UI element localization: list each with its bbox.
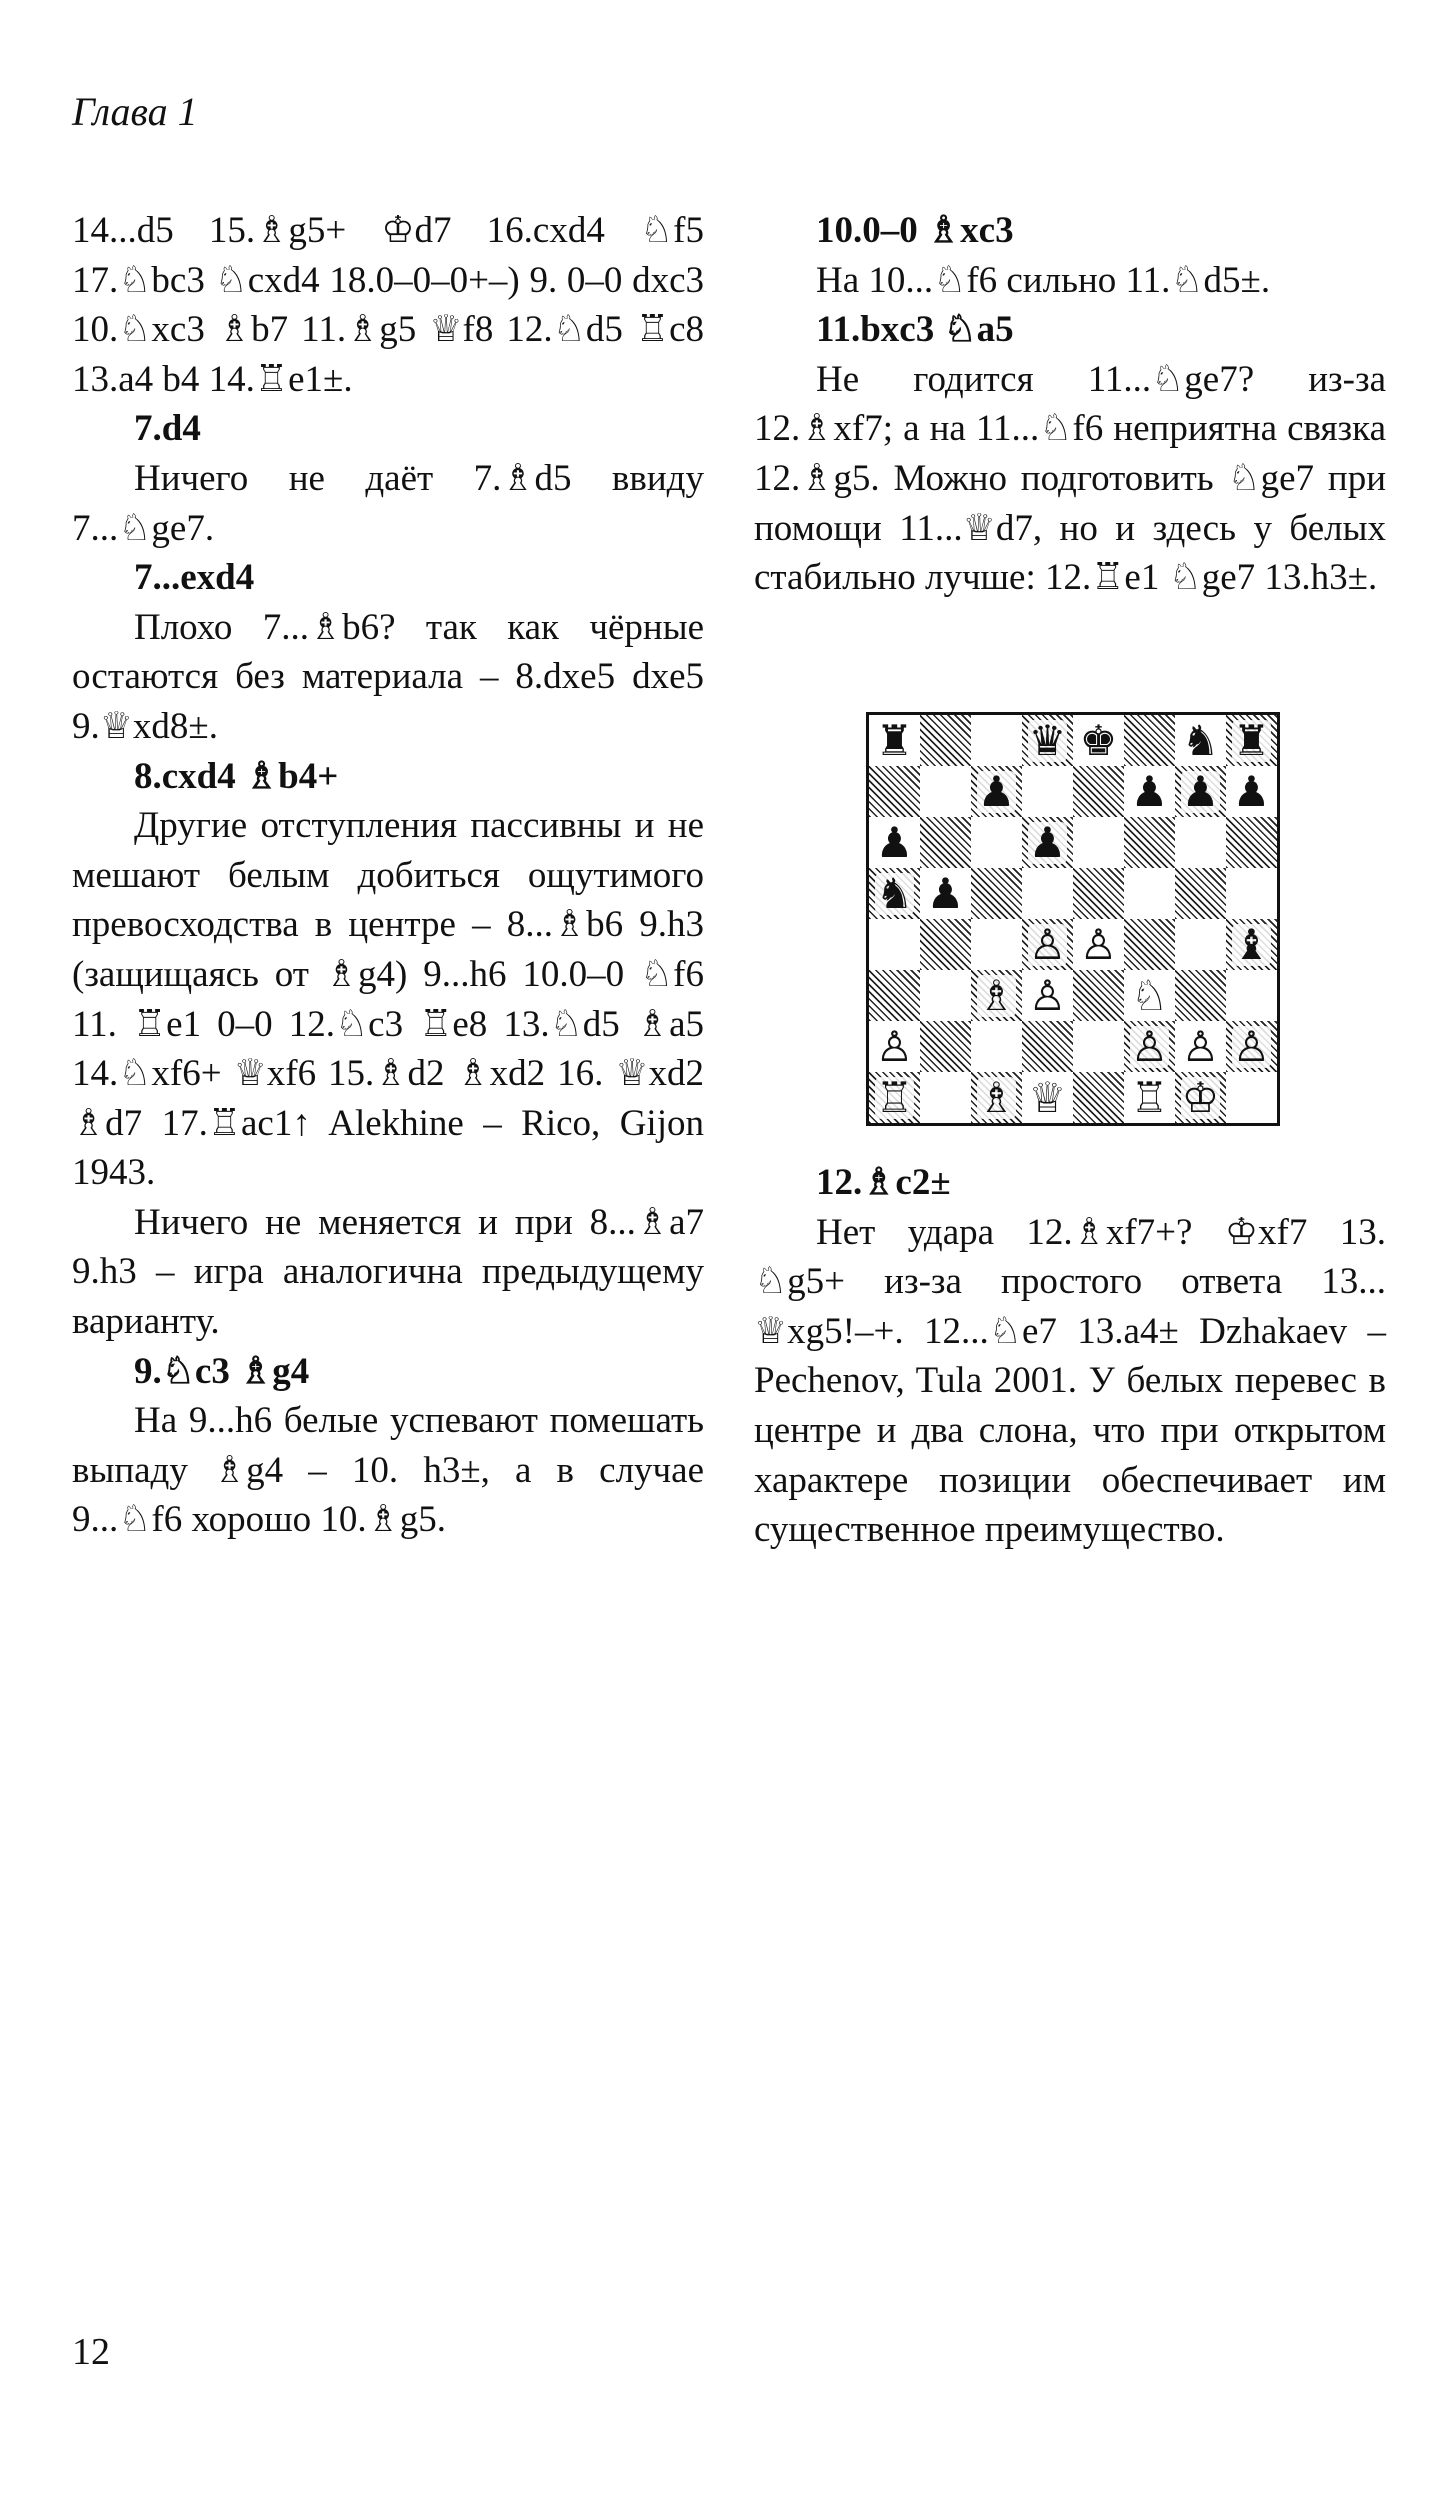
chess-diagram [866,712,1280,1126]
black-king-icon: ♚ [1079,715,1118,765]
square-d4 [1022,919,1073,970]
chapter-header: Глава 1 [72,89,198,134]
black-pawn-icon: ♟ [1130,766,1169,816]
square-f3 [1124,970,1175,1021]
black-rook-icon: ♜ [875,715,914,765]
square-f4 [1124,919,1175,970]
square-b2 [920,1021,971,1072]
square-e4 [1073,919,1124,970]
square-c1 [971,1072,1022,1123]
black-knight-icon: ♞ [875,868,914,918]
right-column-bottom [754,1158,1386,1555]
move-heading: 12.♗c2± [816,1162,951,1203]
square-e6 [1073,817,1124,868]
black-pawn-icon: ♟ [977,766,1016,816]
square-c3 [971,970,1022,1021]
square-g6 [1175,817,1226,868]
commentary-paragraph: 14...d5 15.♗g5+ ♔d7 16.cxd4 ♘f5 17.♘bc3 ♘cxd4 18.0–0–0+–) 9. 0–0 dxc3 10.♘xc3 ♗b7 11.♗g5 ♕f8 12.♘d5 ♖c8 13.a4 b4 14.♖e1±. [72,210,704,400]
white-pawn-icon: ♙ [1130,1021,1169,1071]
square-g7 [1175,766,1226,817]
left-column [72,206,704,1545]
right-column-top [754,206,1386,603]
move-heading: 7...exd4 [134,557,255,599]
square-f7 [1124,766,1175,817]
square-f8 [1124,715,1175,766]
square-e2 [1073,1021,1124,1072]
page-number: 12 [72,2331,110,2373]
square-f6 [1124,817,1175,868]
square-h8 [1226,715,1277,766]
square-h5 [1226,868,1277,919]
move-heading: 8.cxd4 ♗b4+ [134,755,339,797]
commentary-paragraph: На 9...h6 белые успевают помешать выпаду ♗g4 – 10. h3±, а в случае 9...♘f6 хорошо 10.♗g5. [72,1400,704,1541]
square-g2 [1175,1021,1226,1072]
square-h7 [1226,766,1277,817]
white-bishop-icon: ♗ [977,970,1016,1020]
square-a8 [869,715,920,766]
square-c5 [971,868,1022,919]
black-pawn-icon: ♟ [875,817,914,867]
square-c2 [971,1021,1022,1072]
square-d3 [1022,970,1073,1021]
square-d5 [1022,868,1073,919]
square-a1 [869,1072,920,1123]
white-pawn-icon: ♙ [1028,919,1067,969]
square-f1 [1124,1072,1175,1123]
square-g4 [1175,919,1226,970]
white-rook-icon: ♖ [875,1072,914,1122]
square-d7 [1022,766,1073,817]
square-a6 [869,817,920,868]
commentary-paragraph: Ничего не даёт 7.♗d5 ввиду 7...♘ge7. [72,457,704,549]
square-a7 [869,766,920,817]
black-bishop-icon: ♝ [1232,919,1271,969]
black-pawn-icon: ♟ [926,868,965,918]
square-g8 [1175,715,1226,766]
square-d8 [1022,715,1073,766]
black-rook-icon: ♜ [1232,715,1271,765]
black-knight-icon: ♞ [1181,715,1220,765]
commentary-paragraph: Нет удара 12.♗xf7+? ♔xf7 13. ♘g5+ из-за простого ответа 13... ♕xg5!–+. 12...♘e7 13.a4± Dzhakaev – Pechenov, Tula 2001. У белых перевес в центре и два слона, что при открытом характере позиции обеспечивает им существенное преимущество. [754,1211,1386,1551]
white-queen-icon: ♕ [1028,1072,1067,1122]
square-b8 [920,715,971,766]
white-king-icon: ♔ [1181,1072,1220,1122]
white-pawn-icon: ♙ [1181,1021,1220,1071]
square-b3 [920,970,971,1021]
commentary-paragraph: На 10...♘f6 сильно 11.♘d5±. [816,259,1271,301]
square-f5 [1124,868,1175,919]
commentary-paragraph: Плохо 7...♗b6? так как чёрные остаются без материала – 8.dxe5 dxe5 9.♕xd8±. [72,606,704,747]
square-a2 [869,1021,920,1072]
move-heading: 10.0–0 ♗xc3 [816,210,1014,251]
white-pawn-icon: ♙ [1079,919,1118,969]
white-bishop-icon: ♗ [977,1072,1016,1122]
square-b4 [920,919,971,970]
square-c4 [971,919,1022,970]
square-d6 [1022,817,1073,868]
move-heading: 9.♘c3 ♗g4 [134,1350,310,1392]
square-e5 [1073,868,1124,919]
square-e8 [1073,715,1124,766]
square-f2 [1124,1021,1175,1072]
white-pawn-icon: ♙ [1028,970,1067,1020]
black-queen-icon: ♛ [1028,715,1067,765]
move-heading: 11.bxc3 ♘a5 [816,309,1014,351]
square-e3 [1073,970,1124,1021]
square-c6 [971,817,1022,868]
square-a3 [869,970,920,1021]
square-b7 [920,766,971,817]
white-knight-icon: ♘ [1130,970,1169,1020]
square-a5 [869,868,920,919]
square-g3 [1175,970,1226,1021]
square-g5 [1175,868,1226,919]
square-h3 [1226,970,1277,1021]
square-h2 [1226,1021,1277,1072]
square-b1 [920,1072,971,1123]
square-b6 [920,817,971,868]
white-pawn-icon: ♙ [1232,1021,1271,1071]
commentary-paragraph: Другие отступления пассивны и не мешают белым добиться ощутимого превосходства в центре – 8...♗b6 9.h3 (защищаясь от ♗g4) 9...h6 10.0–0 ♘f6 11. ♖e1 0–0 12.♘c3 ♖e8 13.♘d5 ♗a5 14.♘xf6+ ♕xf6 15.♗d2 ♗xd2 16. ♕xd2 ♗d7 17.♖ac1↑ Alekhine – Rico, Gijon 1943. [72,805,704,1194]
commentary-paragraph: Ничего не меняется и при 8...♗a7 9.h3 – игра аналогична предыдущему варианту. [72,1201,704,1343]
square-h4 [1226,919,1277,970]
square-d2 [1022,1021,1073,1072]
commentary-paragraph: Не годится 11...♘ge7? из-за 12.♗xf7; а на 11...♘f6 неприятна связка 12.♗g5. Можно подготовить ♘ge7 при помощи 11...♕d7, но и здесь у белых стабильно лучше: 12.♖e1 ♘ge7 13.h3±. [754,358,1386,599]
square-h6 [1226,817,1277,868]
square-d1 [1022,1072,1073,1123]
square-c7 [971,766,1022,817]
black-pawn-icon: ♟ [1028,817,1067,867]
move-heading: 7.d4 [134,408,201,450]
square-e7 [1073,766,1124,817]
white-pawn-icon: ♙ [875,1021,914,1071]
square-b5 [920,868,971,919]
square-h1 [1226,1072,1277,1123]
square-e1 [1073,1072,1124,1123]
white-rook-icon: ♖ [1130,1072,1169,1122]
square-c8 [971,715,1022,766]
black-pawn-icon: ♟ [1232,766,1271,816]
black-pawn-icon: ♟ [1181,766,1220,816]
square-a4 [869,919,920,970]
square-g1 [1175,1072,1226,1123]
